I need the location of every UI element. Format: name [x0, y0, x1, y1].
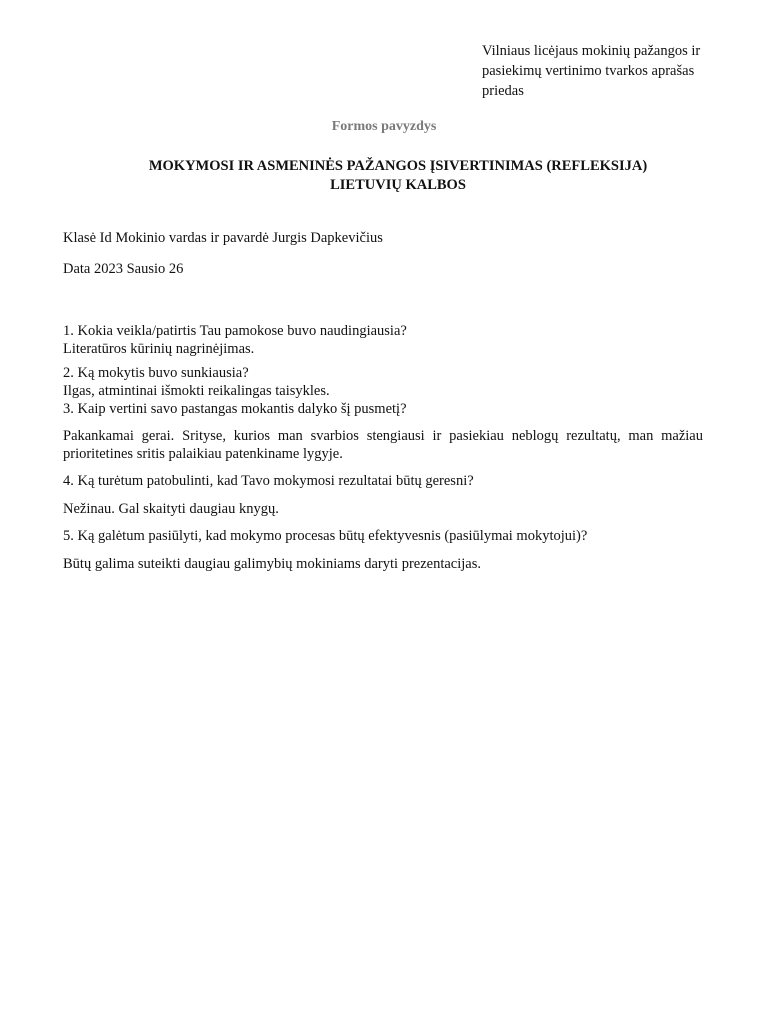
date-line: Data 2023 Sausio 26 — [63, 261, 184, 277]
answer-4: Nežinau. Gal skaityti daugiau knygų. — [63, 501, 279, 517]
form-example-label: Formos pavyzdys — [331, 119, 437, 134]
answer-3: Pakankamai gerai. Srityse, kurios man svarbios stengiausi ir pasiekiau neblogų rezultatų, man mažiau prioritetines sritis palaikiau patenkiname lygyje. — [63, 428, 703, 462]
appendix-note — [482, 41, 752, 101]
question-4: 4. Ką turėtum patobulinti, kad Tavo mokymosi rezultatai būtų geresni? — [63, 473, 474, 489]
appendix-line: Vilniaus licėjaus mokinių pažangos ir — [482, 43, 701, 59]
question-5: 5. Ką galėtum pasiūlyti, kad mokymo procesas būtų efektyvesnis (pasiūlymai mokytojui)? — [63, 528, 588, 544]
answer-2: Ilgas, atmintinai išmokti reikalingas taisykles. — [63, 383, 330, 399]
answer-1: Literatūros kūrinių nagrinėjimas. — [63, 341, 255, 357]
question-2: 2. Ką mokytis buvo sunkiausia? — [63, 365, 249, 381]
answer-5: Būtų galima suteikti daugiau galimybių mokiniams daryti prezentacijas. — [63, 556, 481, 572]
student-info: Klasė Id Mokinio vardas ir pavardė Jurgis Dapkevičius — [63, 230, 383, 246]
appendix-line: priedas — [482, 83, 524, 99]
document-title — [0, 157, 768, 195]
question-3: 3. Kaip vertini savo pastangas mokantis dalyko šį pusmetį? — [63, 401, 407, 417]
title-line: LIETUVIŲ KALBOS — [330, 177, 466, 193]
appendix-line: pasiekimų vertinimo tvarkos aprašas — [482, 63, 695, 79]
title-line: MOKYMOSI IR ASMENINĖS PAŽANGOS ĮSIVERTINIMAS (REFLEKSIJA) — [148, 158, 648, 174]
question-1: 1. Kokia veikla/patirtis Tau pamokose buvo naudingiausia? — [63, 323, 407, 339]
